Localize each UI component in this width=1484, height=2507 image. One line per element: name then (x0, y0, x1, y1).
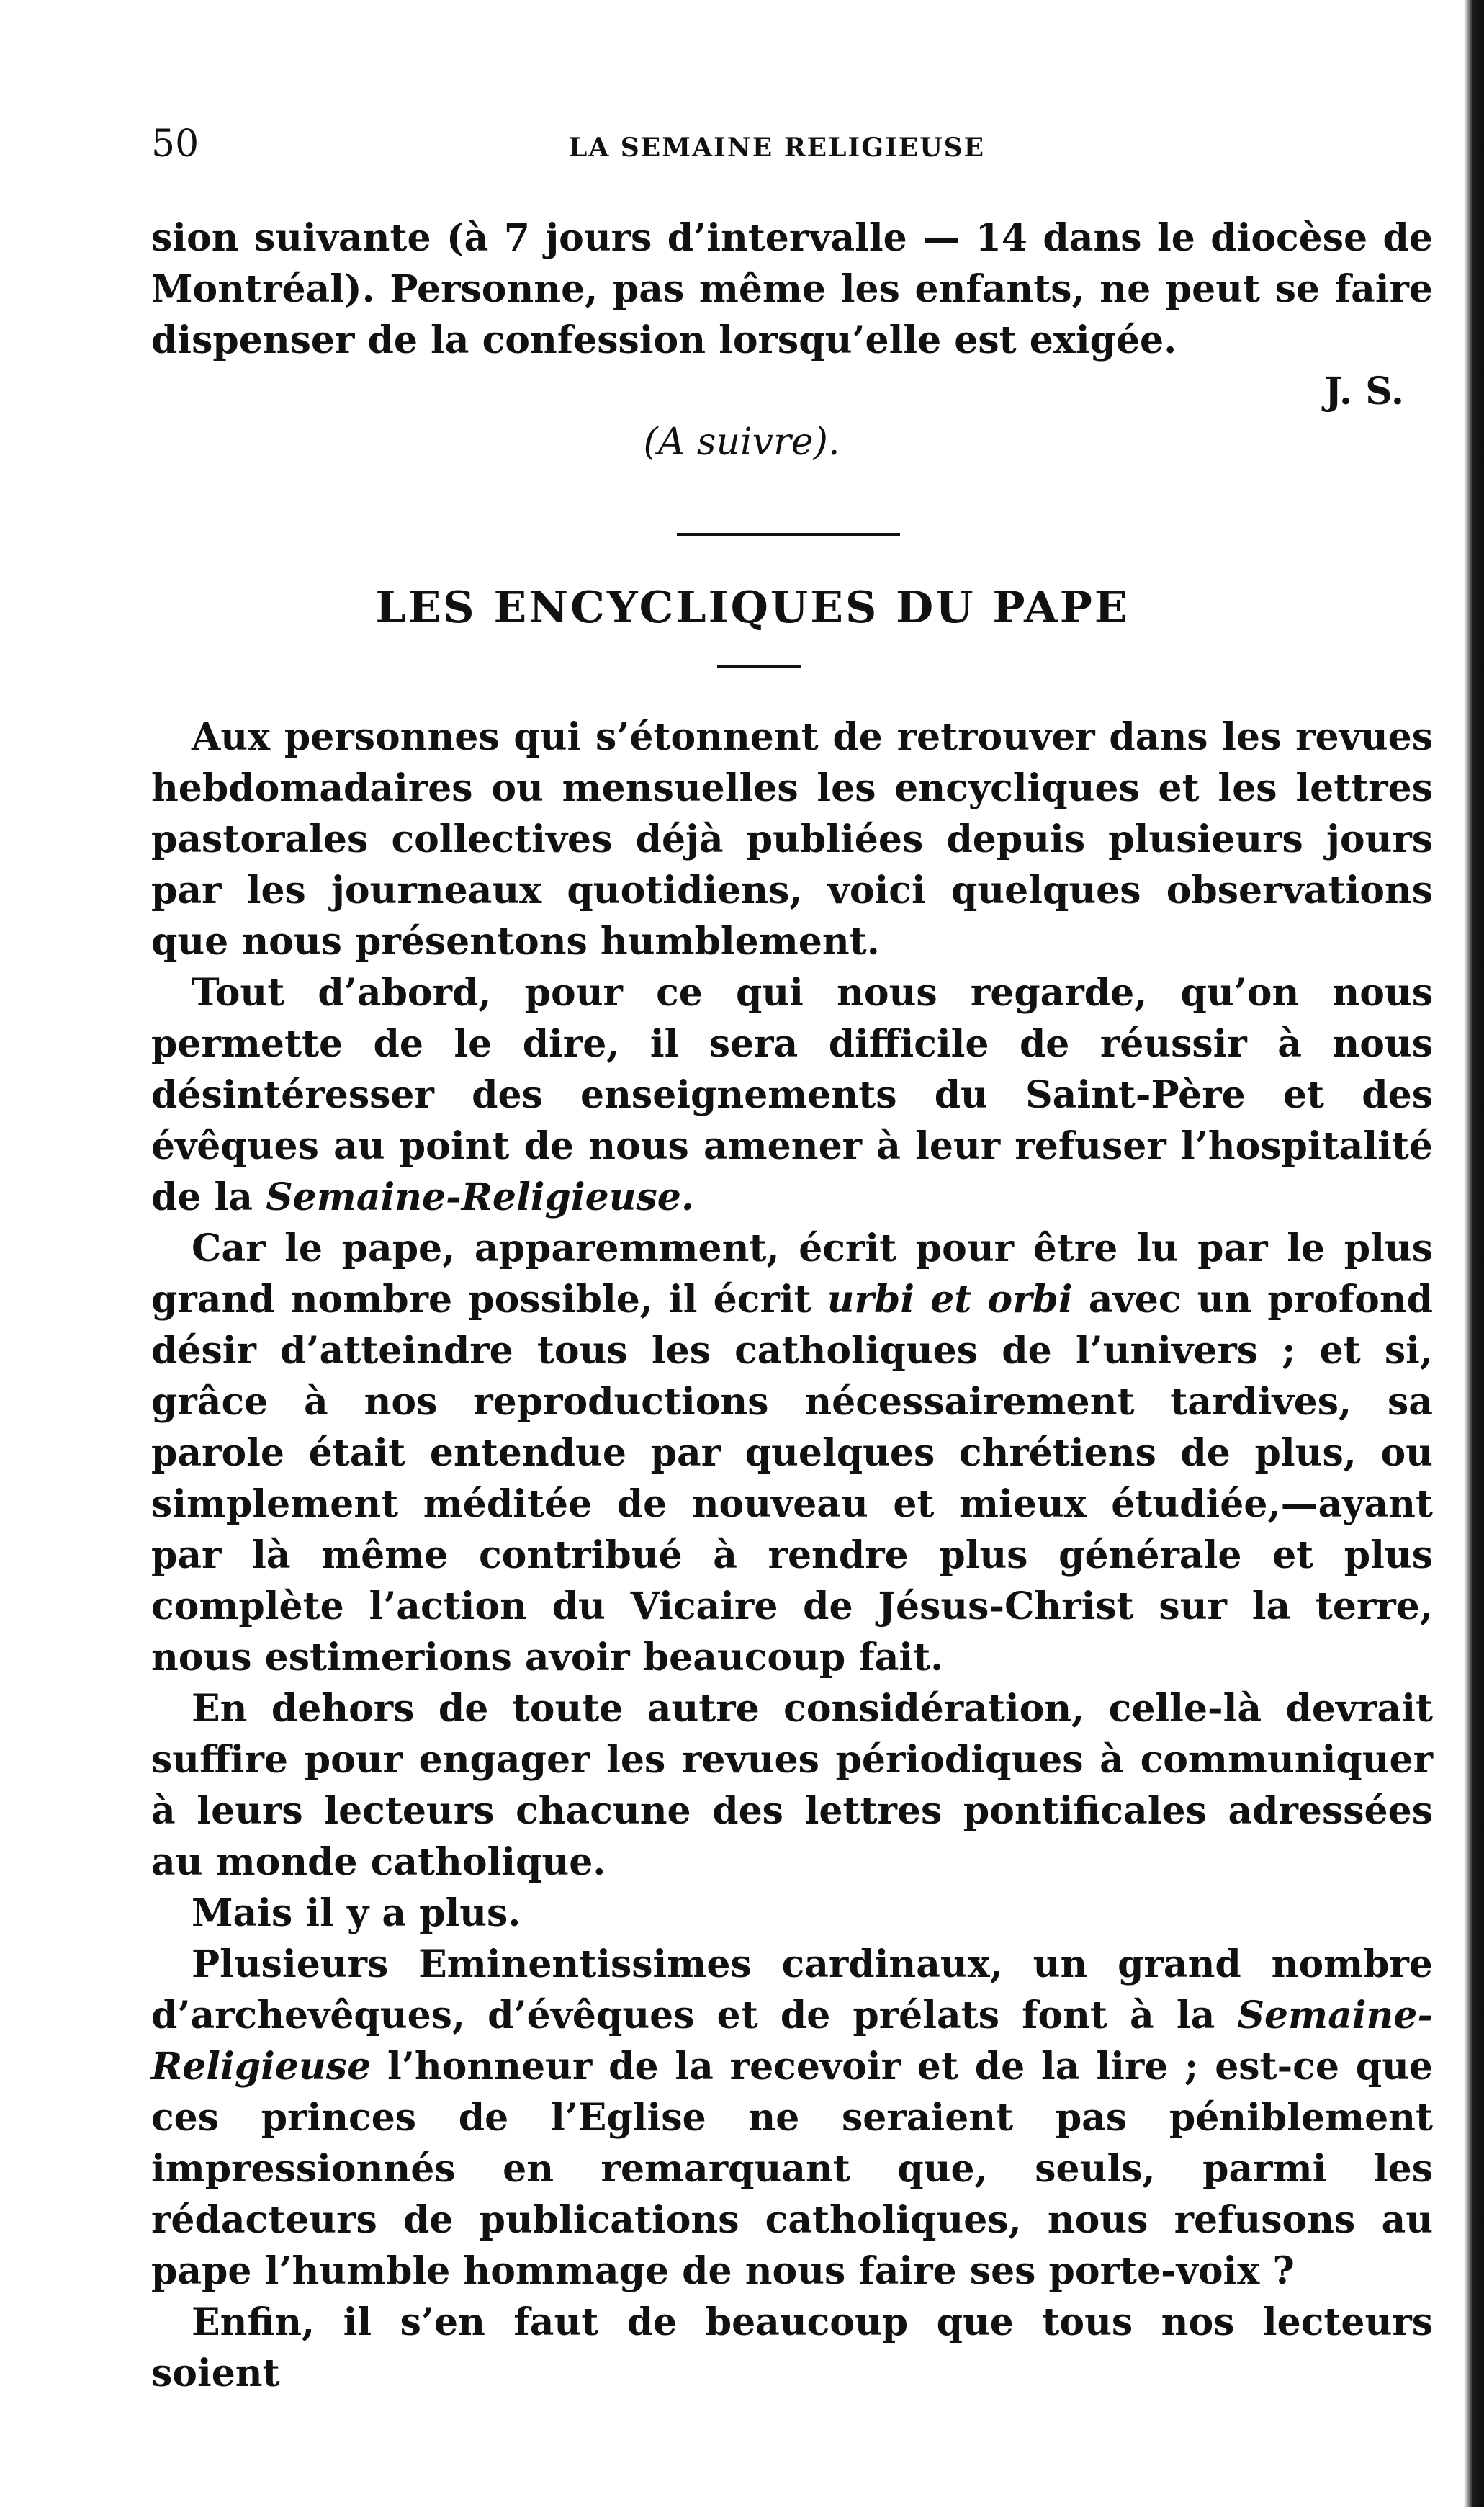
to-be-continued-note: (A suivre). (643, 421, 840, 464)
article-paragraph-5: Mais il y a plus. (192, 1891, 521, 1935)
article-paragraph-1: Aux personnes qui s’étonnent de retrouver dans les revues hebdomadaires ou mensuelles les encycliques et les lettres pastorales collectives déjà publiées depuis plusieurs jours par les journeaux quotidiens, voici quelques observations que nous présentons humblement. (151, 715, 1433, 964)
author-signature: J. S. (1324, 369, 1404, 413)
paragraph-3-text-a: Car le pape, apparemment, écrit pour être lu par le plus grand nombre possible, il écrit (151, 1226, 1433, 1322)
paragraph-3-text-b: avec un profond désir d’atteindre tous les catholiques de l’univers ; et si, grâce à nos reproductions nécessairement tardives, sa parole était entendue par quelques chrétiens de plus, ou simplement méditée de nouveau et mieux étudiée,—ayant par là même contribué à rendre plus générale et plus complète l’action du Vicaire de Jésus-Christ sur la terre, nous estimerions avoir beaucoup fait. (151, 1278, 1434, 1679)
article-paragraph-3 (151, 1223, 1433, 1683)
page-number: 50 (151, 122, 199, 166)
publication-name: Semaine-Religieuse. (266, 1175, 694, 1219)
continued-paragraph: sion suivante (à 7 jours d’intervalle — 14 dans le diocèse de Montréal). Personne, pas même les enfants, ne peut se faire dispenser de la confession lorsqu’elle est exigée. (151, 216, 1433, 362)
latin-phrase: urbi et orbi (827, 1278, 1073, 1322)
section-divider-short (717, 665, 801, 668)
page-header (151, 115, 1433, 173)
page-content (151, 212, 1433, 2399)
paragraph-6-text-b: l’honneur de la recevoir et de la lire ; est-ce que ces princes de l’Eglise ne seraient pas péniblement impressionnés en remarquant que, seuls, parmi les rédacteurs de publications catholiques, nous refusons au pape l’humble hommage de nous faire ses porte-voix ? (151, 2045, 1433, 2293)
section-divider-long (677, 533, 900, 536)
article-title: LES ENCYCLIQUES DU PAPE (375, 583, 1130, 633)
article-paragraph-6 (151, 1939, 1433, 2297)
article-paragraph-7: Enfin, il s’en faut de beaucoup que tous nos lecteurs soient (151, 2300, 1433, 2395)
running-head: LA SEMAINE RELIGIEUSE (569, 133, 986, 163)
article-paragraph-2 (151, 967, 1433, 1223)
paragraph-2-text: Tout d’abord, pour ce qui nous regarde, qu’on nous permette de le dire, il sera difficile de réussir à nous désintéresser des enseignements du Saint-Père et des évêques au point de nous amener à leur refuser l’hospitalité de la (151, 971, 1433, 1219)
publication-name-2: Semaine-Religieuse (151, 1994, 1433, 2089)
scan-edge-shadow (1464, 0, 1484, 2507)
article-paragraph-4: En dehors de toute autre considération, celle-là devrait suffire pour engager les revues périodiques à communiquer à leurs lecteurs chacune des lettres pontificales adressées au monde catholique. (151, 1687, 1433, 1884)
paragraph-6-text-a: Plusieurs Eminentissimes cardinaux, un grand nombre d’archevêques, d’évêques et de prélats font à la (151, 1942, 1433, 2037)
